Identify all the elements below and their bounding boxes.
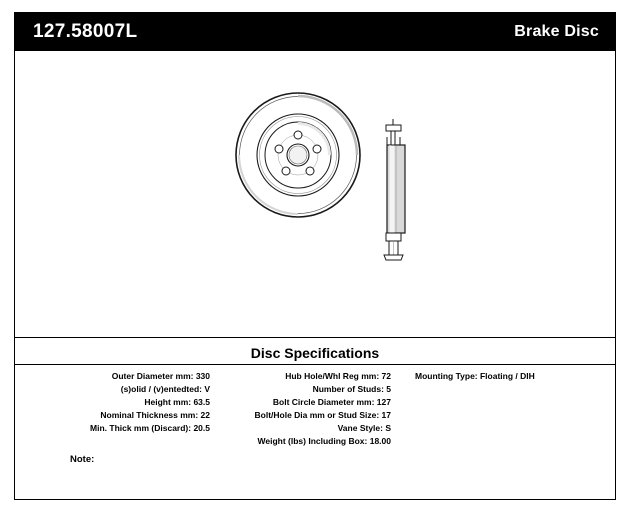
spec-item: Bolt/Hole Dia mm or Stud Size: 17 (254, 410, 391, 420)
product-drawing (15, 51, 615, 331)
spec-item: Nominal Thickness mm: 22 (100, 410, 210, 420)
spec-item: Vane Style: S (337, 423, 391, 433)
spec-item: Height mm: 63.5 (144, 397, 210, 407)
spec-section-title: Disc Specifications (250, 345, 380, 361)
brake-rotor-face-view (236, 93, 360, 217)
spec-item: Bolt Circle Diameter mm: 127 (272, 397, 391, 407)
spec-divider-under-title (15, 364, 615, 365)
header-bar (15, 13, 615, 51)
note-label: Note: (70, 454, 95, 465)
spec-column-middle (211, 370, 391, 448)
page-title: Brake Disc (514, 23, 599, 40)
spec-columns (15, 370, 615, 452)
spec-column-left (15, 370, 210, 435)
spec-item: Mounting Type: Floating / DIH (415, 371, 535, 381)
rotor-drawing-svg (15, 51, 615, 331)
spec-item: Hub Hole/Whl Reg mm: 72 (285, 371, 391, 381)
spec-item: Weight (lbs) Including Box: 18.00 (257, 436, 391, 446)
spec-item: Number of Studs: 5 (312, 384, 391, 394)
spec-column-right (415, 370, 615, 383)
part-number: 127.58007L (33, 21, 138, 42)
note-row (15, 452, 615, 482)
spec-item: Outer Diameter mm: 330 (111, 371, 210, 381)
spec-item: (s)olid / (v)entedted: V (120, 384, 210, 394)
spec-divider-top (15, 337, 615, 338)
spec-item: Min. Thick mm (Discard): 20.5 (90, 423, 210, 433)
brake-rotor-side-view (384, 119, 405, 260)
